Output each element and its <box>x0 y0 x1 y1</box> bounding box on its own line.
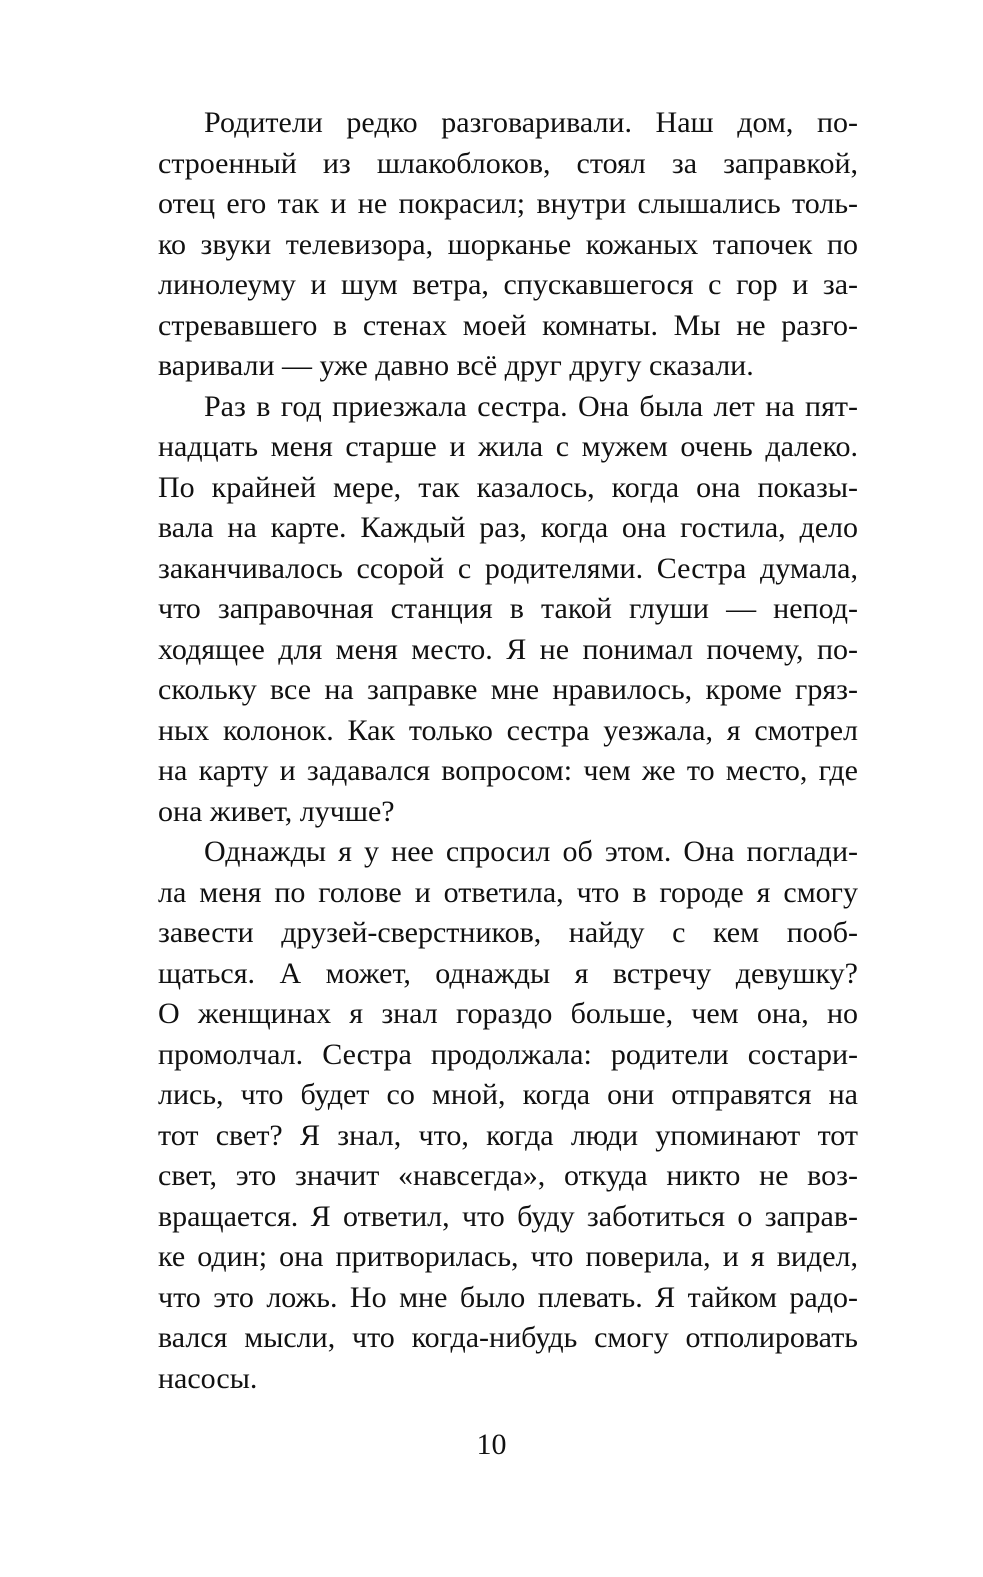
text-line: скольку все на заправке мне нравилось, кроме гряз- <box>158 673 858 706</box>
text-line: линолеуму и шум ветра, спускавшегося с гор и за- <box>158 268 858 301</box>
text-line: щаться. А может, однажды я встречу девушку? <box>158 956 858 990</box>
text-line: надцать меня старше и жила с мужем очень далеко. <box>158 430 858 463</box>
text-line: на карту и задавался вопросом: чем же то место, где <box>158 754 858 787</box>
text-line: вращается. Я ответил, что буду заботиться о заправ- <box>158 1199 858 1233</box>
text-line: отец его так и не покрасил; внутри слышались толь- <box>158 187 858 220</box>
text-line: что это ложь. Но мне было плевать. Я тайком радо- <box>158 1280 858 1314</box>
text-line: что заправочная станция в такой глуши — непод- <box>158 592 858 625</box>
text-line: ке один; она притворилась, что поверила, и я видел, <box>158 1240 858 1273</box>
body-text <box>158 103 858 1399</box>
text-line: тот свет? Я знал, что, когда люди упоминают тот <box>158 1118 858 1152</box>
text-line: варивали — уже давно всё друг другу сказали. <box>158 349 754 382</box>
text-line: она живет, лучше? <box>158 794 395 828</box>
text-line: лись, что будет со мной, когда они отправятся на <box>158 1078 858 1111</box>
text-line: насосы. <box>158 1361 258 1395</box>
page-number: 10 <box>476 1428 507 1461</box>
text-line: заканчивалось ссорой с родителями. Сестра думала, <box>158 551 858 585</box>
text-line: завести друзей-сверстников, найду с кем пооб- <box>158 916 858 949</box>
text-line: Раз в год приезжала сестра. Она была лет на пят- <box>204 389 858 423</box>
text-line: О женщинах я знал гораздо больше, чем она, но <box>158 997 858 1030</box>
text-line: ла меня по голове и ответила, что в городе я смогу <box>158 875 858 909</box>
text-line: вался мысли, что когда-нибудь смогу отполировать <box>158 1321 858 1354</box>
text-line: По крайней мере, так казалось, когда она показы- <box>158 470 858 504</box>
text-line: строенный из шлакоблоков, стоял за заправкой, <box>158 146 858 180</box>
text-line: вала на карте. Каждый раз, когда она гостила, дело <box>158 511 858 544</box>
text-line: свет, это значит «навсегда», откуда никто не воз- <box>158 1159 858 1192</box>
text-line: ко звуки телевизора, шорканье кожаных тапочек по <box>158 227 858 261</box>
text-line: стревавшего в стенах моей комнаты. Мы не разго- <box>158 308 858 342</box>
text-line: ходящее для меня место. Я не понимал почему, по- <box>158 632 858 666</box>
text-line: промолчал. Сестра продолжала: родители состари- <box>158 1037 858 1071</box>
text-line: Однажды я у нее спросил об этом. Она поглади- <box>204 835 858 868</box>
text-line: ных колонок. Как только сестра уезжала, я смотрел <box>158 713 858 747</box>
text-line: Родители редко разговаривали. Наш дом, по- <box>204 106 858 139</box>
